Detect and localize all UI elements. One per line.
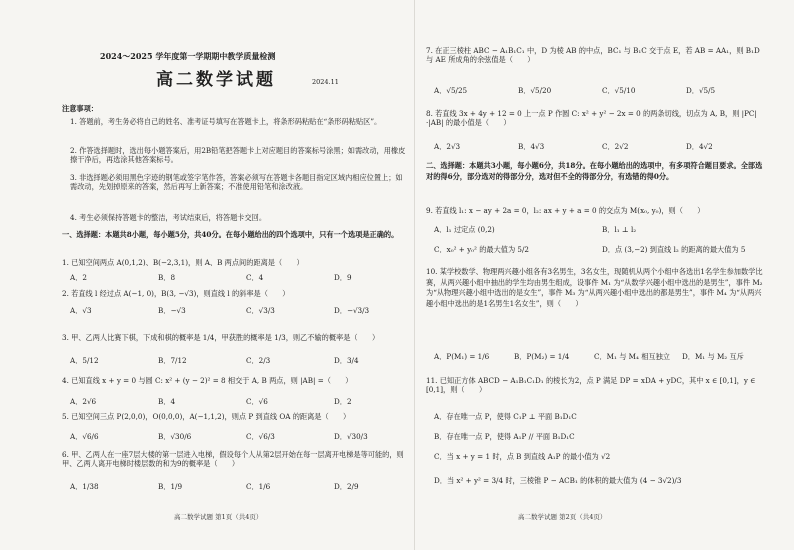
q1-option-d: D．9 bbox=[334, 273, 352, 282]
q1-option-b: B．8 bbox=[158, 273, 176, 282]
page-footer-left: 高二数学试题 第1页（共4页） bbox=[174, 513, 263, 521]
question-7: 7. 在正三棱柱 ABC − A₁B₁C₁ 中，D 为棱 AB 的中点，BC₁ 与 B₁C 交于点 E，若 AB = AA₁，则 B₁D 与 AE 所成角的余弦值是（ ） bbox=[426, 46, 760, 64]
q10-option-c: C．M₁ 与 M₄ 相互独立 bbox=[594, 352, 670, 361]
q2-option-d: D．−√3/3 bbox=[334, 306, 370, 315]
q9-option-a: A．l₁ 过定点 (0,2) bbox=[434, 225, 495, 234]
page-title: 高二数学试题 bbox=[156, 70, 276, 90]
q3-option-b: B．7/12 bbox=[158, 356, 187, 365]
q5-option-c: C．√6/3 bbox=[246, 432, 275, 441]
q6-option-b: B．1/9 bbox=[158, 482, 183, 491]
page-divider bbox=[414, 0, 415, 550]
q6-option-d: D．2/9 bbox=[334, 482, 359, 491]
question-1: 1. 已知空间两点 A(0,1,2)、B(−2,3,1)，则 A、B 两点间的距离是（ ） bbox=[62, 258, 304, 267]
q10-option-a: A．P(M₁) = 1/6 bbox=[434, 352, 490, 361]
question-5: 5. 已知空间三点 P(2,0,0)，O(0,0,0)，A(−1,1,2)，则点 P 到直线 OA 的距离是（ ） bbox=[62, 412, 351, 421]
q9-option-c: C．x₀² + y₀² 的最大值为 5/2 bbox=[434, 245, 529, 254]
q4-option-c: C．√6 bbox=[246, 397, 268, 406]
q4-option-d: D．2 bbox=[334, 397, 352, 406]
q3-option-d: D．3/4 bbox=[334, 356, 359, 365]
q11-option-c: C．当 x + y = 1 时，点 B 到直线 A₁P 的最小值为 √2 bbox=[434, 452, 611, 461]
q6-option-a: A．1/38 bbox=[70, 482, 99, 491]
q1-option-a: A．2 bbox=[70, 273, 87, 282]
q7-option-c: C．√5/10 bbox=[602, 86, 636, 95]
q7-option-b: B．√5/20 bbox=[518, 86, 552, 95]
exam-period: 2024～2025 学年度第一学期期中教学质量检测 bbox=[100, 51, 276, 61]
notes-heading: 注意事项： bbox=[62, 104, 98, 113]
q10-option-b: B．P(M₂) = 1/4 bbox=[514, 352, 570, 361]
note-item: 1. 答题前，考生务必将自己的姓名、准考证号填写在答题卡上，将条形码粘贴在“条形码粘贴区”。 bbox=[70, 117, 382, 126]
q11-option-d: D．当 x² + y² = 3/4 时，三棱锥 P − ACB₁ 的体积的最大值为 (4 − 3√2)/3 bbox=[434, 476, 682, 485]
note-item: 2. 作答选择题时，选出每小题答案后，用2B铅笔把答题卡上对应题目的答案标号涂黑；如需改动，用橡皮擦干净后，再选涂其他答案标号。 bbox=[70, 146, 406, 164]
q2-option-c: C．√3/3 bbox=[246, 306, 275, 315]
q5-option-b: B．√30/6 bbox=[158, 432, 192, 441]
q8-option-d: D．4√2 bbox=[686, 142, 713, 151]
q11-option-b: B．存在唯一点 P，使得 A₁P // 平面 B₁D₁C bbox=[434, 432, 575, 441]
q4-option-b: B．4 bbox=[158, 397, 176, 406]
q4-option-a: A．2√6 bbox=[70, 397, 97, 406]
note-item: 3. 非选择题必须用黑色字迹的钢笔或签字笔作答，答案必须写在答题卡各题目指定区域内相应位置上；如需改动，先划掉原来的答案，然后再写上新答案；不准使用铅笔和涂改液。 bbox=[70, 173, 403, 191]
question-6: 6. 甲、乙两人在一座7层大楼的第一层进入电梯，假设每个人从第2层开始在每一层离开电梯是等可能的，则甲、乙两人离开电梯时楼层数的和为9的概率是（ ） bbox=[62, 450, 404, 468]
question-9: 9. 若直线 l₁: x − ay + 2a = 0，l₂: ax + y + a = 0 的交点为 M(x₀, y₀)，则（ ） bbox=[426, 206, 705, 215]
q3-option-a: A．5/12 bbox=[70, 356, 99, 365]
q8-option-a: A．2√3 bbox=[434, 142, 461, 151]
q2-option-a: A．√3 bbox=[70, 306, 92, 315]
exam-date: 2024.11 bbox=[312, 78, 339, 86]
section2-heading: 二、选择题：本题共3小题，每小题6分，共18分。在每小题给出的选项中，有多项符合题目要求。全部选对的得6分，部分选对的得部分分，选对但不全的得部分分，有选错的得0分。 bbox=[426, 161, 763, 181]
q8-option-c: C．2√2 bbox=[602, 142, 629, 151]
q10-option-d: D．M₁ 与 M₂ 互斥 bbox=[682, 352, 744, 361]
section1-heading: 一、选择题：本题共8小题，每小题5分，共40分。在每小题给出的四个选项中，只有一个选项是正确的。 bbox=[62, 230, 399, 239]
page-footer-right: 高二数学试题 第2页（共4页） bbox=[518, 513, 607, 521]
q5-option-a: A．√6/6 bbox=[70, 432, 99, 441]
right-page bbox=[426, 0, 768, 550]
q11-option-a: A．存在唯一点 P，使得 C₁P ⊥ 平面 B₁D₁C bbox=[434, 412, 577, 421]
q6-option-c: C．1/6 bbox=[246, 482, 271, 491]
q8-option-b: B．4√3 bbox=[518, 142, 545, 151]
q9-option-d: D．点 (3,−2) 到直线 l₂ 的距离的最大值为 5 bbox=[602, 245, 746, 254]
q5-option-d: D．√30/3 bbox=[334, 432, 368, 441]
q1-option-c: C．4 bbox=[246, 273, 264, 282]
question-3: 3. 甲、乙两人比赛下棋，下成和棋的概率是 1/4，甲获胜的概率是 1/3，则乙不输的概率是（ ） bbox=[62, 333, 380, 342]
question-2: 2. 若直线 l 经过点 A(−1, 0)，B(3, −√3)，则直线 l 的斜率是（ ） bbox=[62, 289, 290, 298]
question-11: 11. 已知正方体 ABCD − A₁B₁C₁D₁ 的棱长为2，点 P 满足 DP = xDA + yDC，其中 x ∈ [0,1]，y ∈ [0,1]，则（ ） bbox=[426, 376, 756, 394]
question-4: 4. 已知直线 x + y = 0 与圆 C: x² + (y − 2)² = 8 相交于 A, B 两点，则 |AB| =（ ） bbox=[62, 376, 353, 385]
q7-option-a: A．√5/25 bbox=[434, 86, 468, 95]
left-page bbox=[62, 0, 410, 550]
question-8: 8. 若直线 3x + 4y + 12 = 0 上一点 P 作圆 C: x² + y² − 2x = 0 的两条切线，切点为 A, B，则 |PC|·|AB| 的最小值是（ ） bbox=[426, 109, 757, 127]
q9-option-b: B．l₁ ⊥ l₂ bbox=[602, 225, 637, 234]
note-item: 4. 考生必须保持答题卡的整洁，考试结束后，将答题卡交回。 bbox=[70, 213, 267, 222]
q7-option-d: D．√5/5 bbox=[686, 86, 716, 95]
question-10: 10. 某学校数学、物理两兴趣小组各有3名男生，3名女生，现随机从两个小组中各选出1名学生参加数学比赛，从两兴趣小组中抽出的学生均由男生组成，设事件 M₁ 为“从数学兴趣小组中选出的是男生”，事件 M₂ 为“从物理兴趣小组中选出的是女生”，事件 M₃ 为“从两兴趣小组中选出的都是男生”，事件 M₄ 为“从两兴趣小组中选出的是1名男生1名女生”，则（ ） bbox=[426, 267, 763, 308]
q3-option-c: C．2/3 bbox=[246, 356, 271, 365]
q2-option-b: B．−√3 bbox=[158, 306, 186, 315]
